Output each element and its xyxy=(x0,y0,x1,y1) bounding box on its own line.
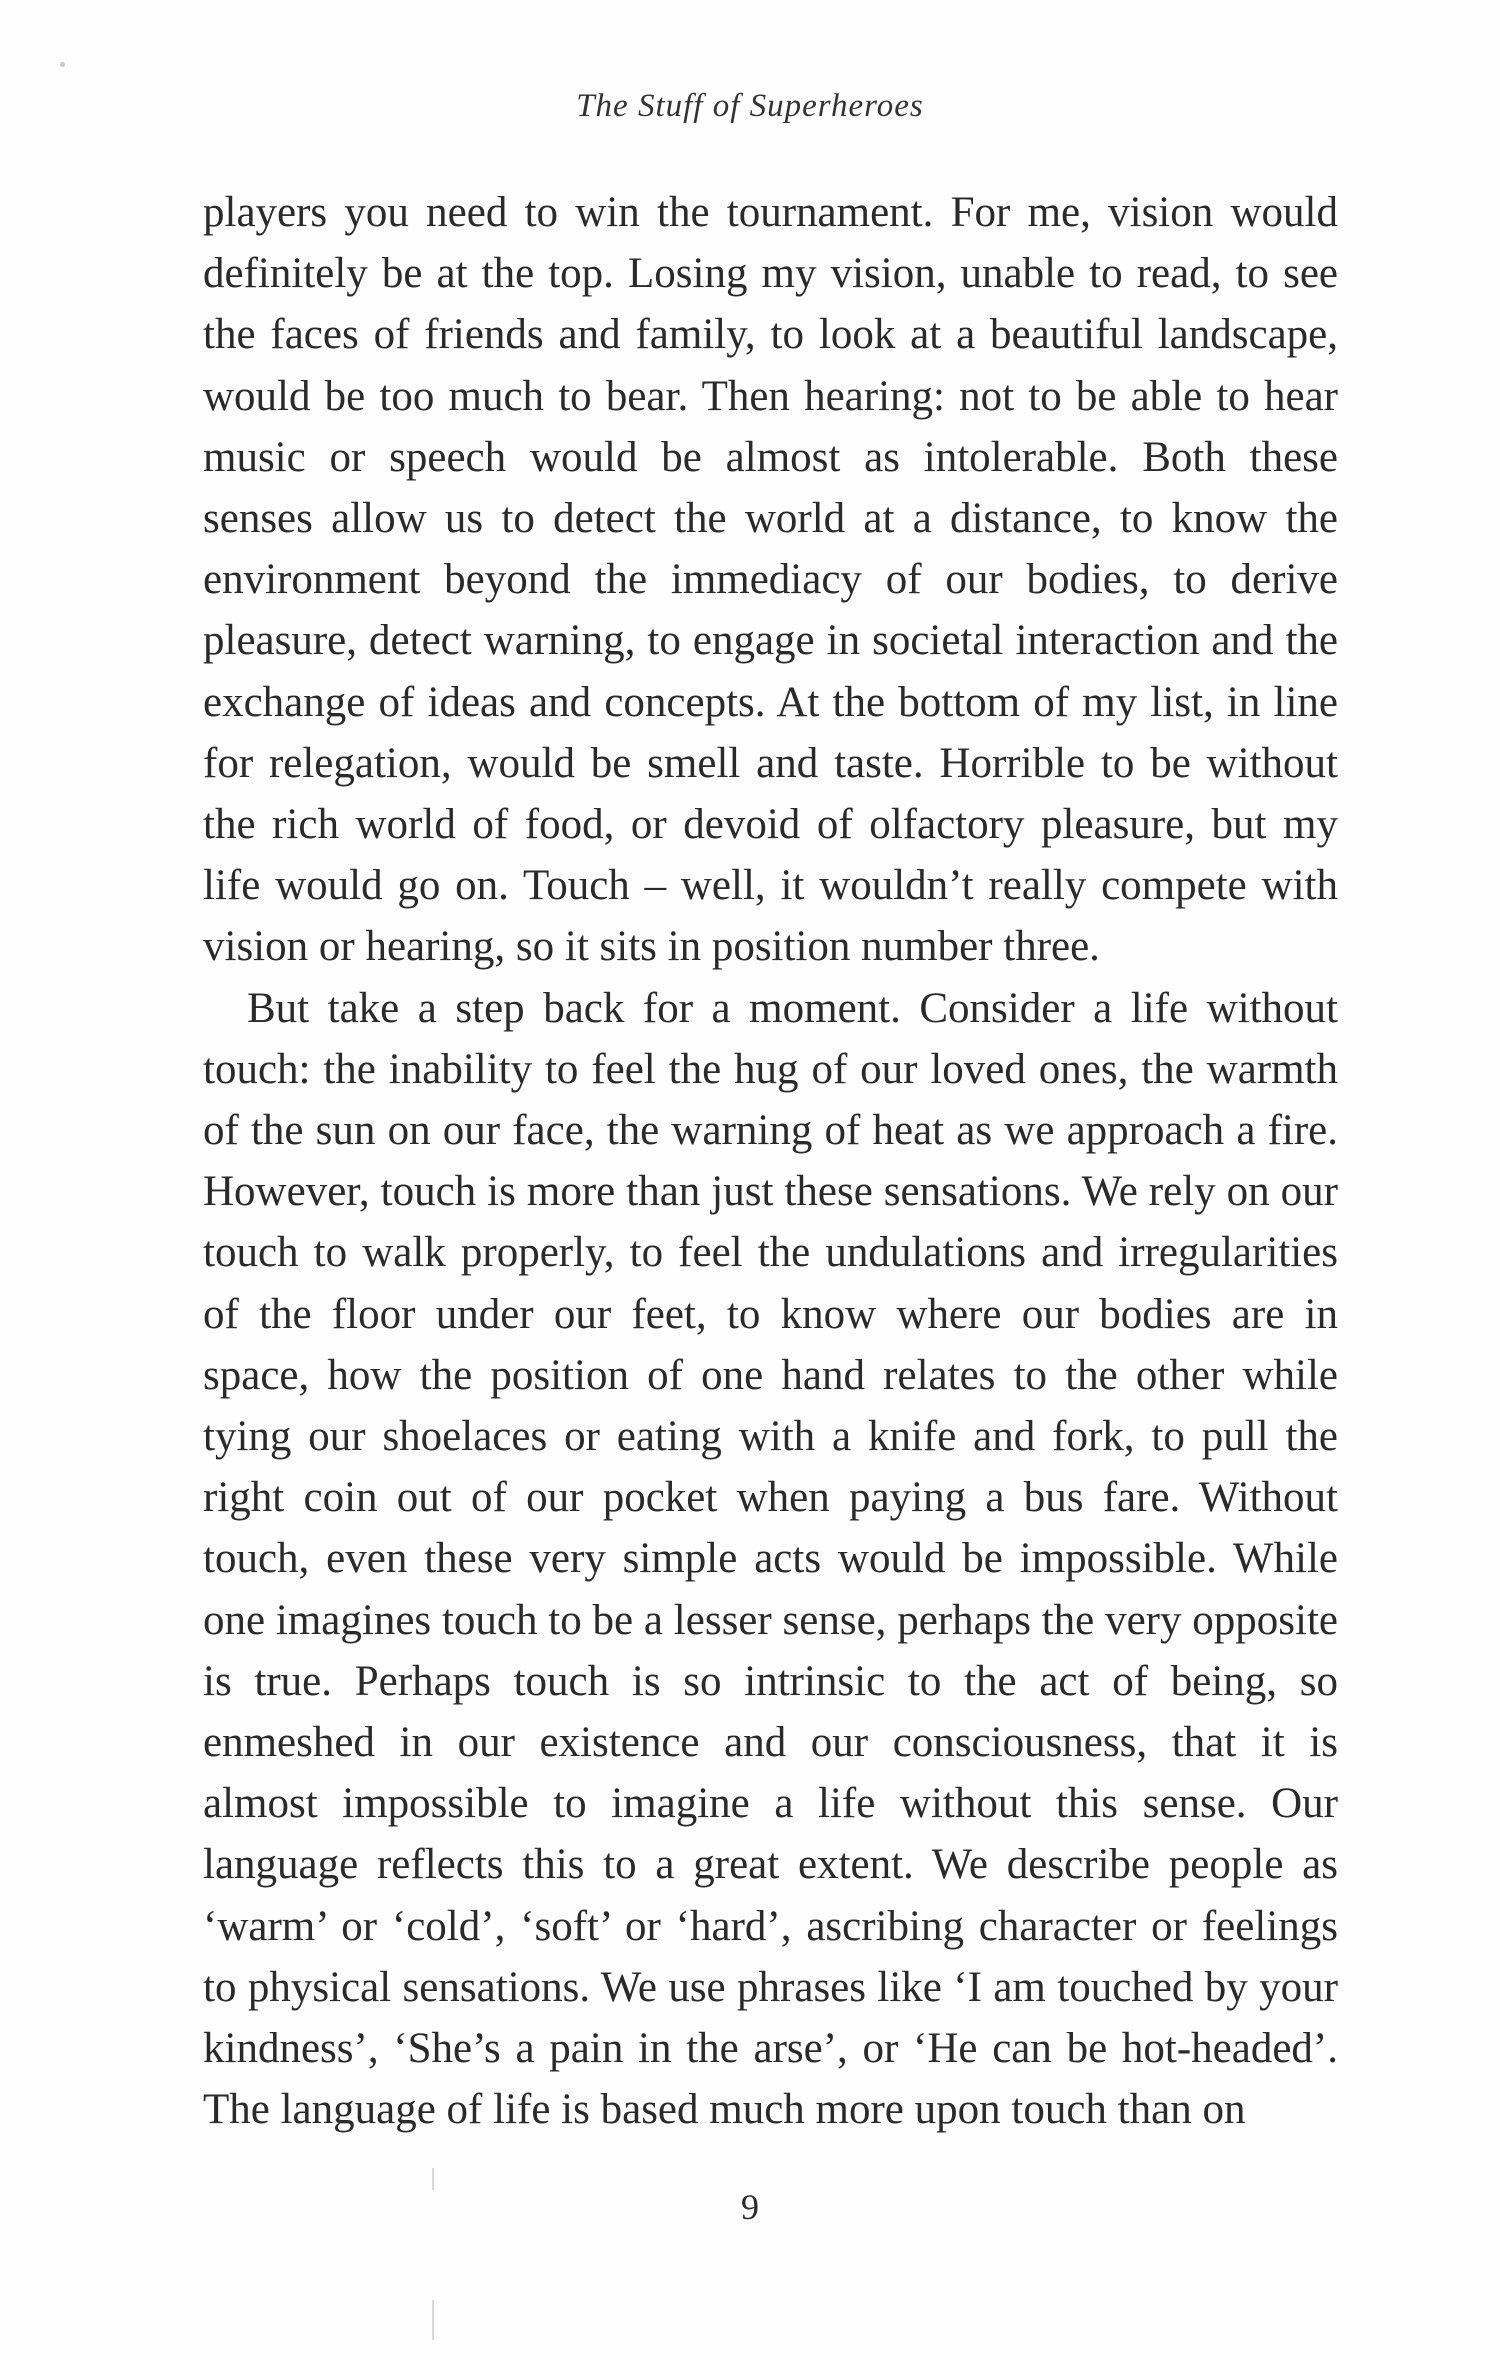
scan-mark xyxy=(432,2168,434,2190)
scan-mark xyxy=(432,2300,434,2340)
running-head: The Stuff of Superheroes xyxy=(576,88,924,124)
paragraph: But take a step back for a moment. Consider a life without touch: the inability to feel the hug of our loved ones, the warmth of the sun on our face, the warning of heat as we approach a fire. However, touch is more than just these sensations. We rely on our touch to walk properly, to feel the undulations and irregularities of the floor under our feet, to know where our bodies are in space, how the position of one hand relates to the other while tying our shoelaces or eating with a knife and fork, to pull the right coin out of our pocket when paying a bus fare. Without touch, even these very simple acts would be impossible. While one imagines touch to be a lesser sense, perhaps the very opposite is true. Perhaps touch is so intrinsic to the act of being, so enmeshed in our existence and our consciousness, that it is almost impossible to imagine a life without this sense. Our language reflects this to a great extent. We describe people as ‘warm’ or ‘cold’, ‘soft’ or ‘hard’, ascribing character or feelings to physical sensations. We use phrases like ‘I am touched by your kindness’, ‘She’s a pain in the arse’, or ‘He can be hot-headed’. The language of life is based much more upon touch than on xyxy=(203,984,1338,2134)
page-number: 9 xyxy=(741,2187,759,2227)
scan-speck xyxy=(60,62,65,67)
body-text xyxy=(203,182,1338,2141)
paragraph-continued: players you need to win the tournament. For me, vision would definitely be at the top. Losing my vision, unable to read, to see the faces of friends and family, to look at a beautiful landscape, would be too much to bear. Then hearing: not to be able to hear music or speech would be almost as intolerable. Both these senses allow us to detect the world at a distance, to know the environment beyond the immediacy of our bodies, to derive pleasure, detect warning, to engage in societal interaction and the exchange of ideas and concepts. At the bottom of my list, in line for relegation, would be smell and taste. Horrible to be without the rich world of food, or devoid of olfactory pleasure, but my life would go on. Touch – well, it wouldn’t really compete with vision or hearing, so it sits in position number three. xyxy=(203,189,1338,971)
